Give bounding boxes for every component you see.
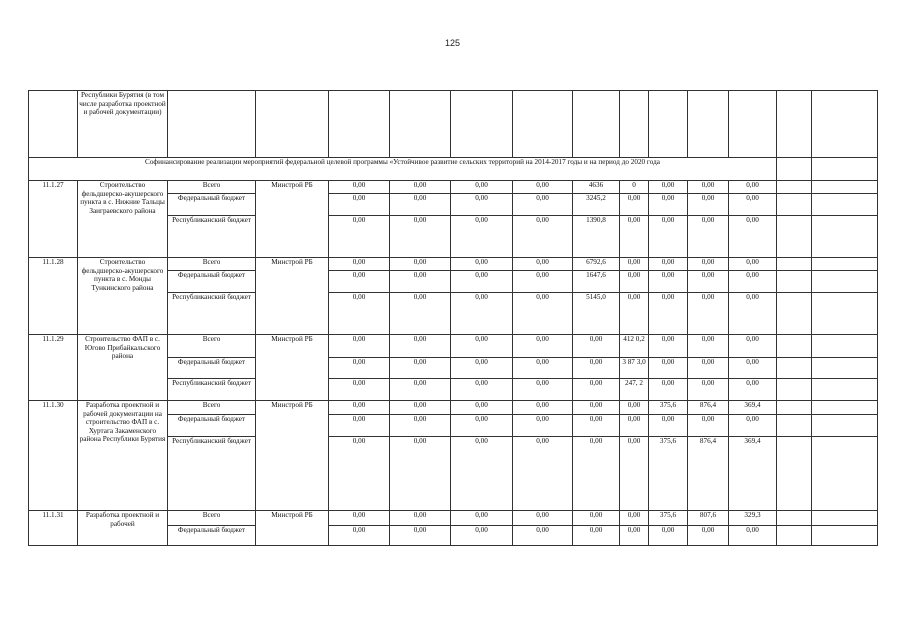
value-cell: 0,00 [688,335,729,358]
cell-value [451,91,513,158]
value-cell: 0,00 [513,415,573,437]
value-cell: 0,00 [451,401,513,415]
extra-cell [812,293,878,335]
value-cell: 0,00 [649,258,688,271]
value-cell: 876,4 [688,401,729,415]
value-cell: 412 0,2 [620,335,649,358]
value-cell: 0,00 [729,181,777,194]
value-cell: 0,00 [329,401,390,415]
value-cell: 0,00 [729,379,777,401]
value-cell: 0,00 [620,216,649,258]
value-cell: 0,00 [649,293,688,335]
value-cell: 0,00 [451,526,513,546]
executor: Минстрой РБ [256,511,329,546]
funding-source: Федеральный бюджет [168,415,256,437]
value-cell: 0,00 [620,258,649,271]
value-cell: 0,00 [729,526,777,546]
extra-cell [777,335,812,358]
cell-source [168,91,256,158]
value-cell: 0,00 [729,335,777,358]
extra-cell [812,437,878,511]
cell-value [513,91,573,158]
funding-source: Всего [168,401,256,415]
value-cell: 807,6 [688,511,729,526]
value-cell: 0,00 [513,194,573,216]
value-cell: 0,00 [688,271,729,293]
extra-cell [777,194,812,216]
extra-cell [777,401,812,415]
row-id: 11.1.28 [29,258,78,335]
value-cell: 0,00 [513,216,573,258]
value-cell: 0,00 [729,293,777,335]
value-cell: 0,00 [390,258,451,271]
value-cell: 0,00 [513,293,573,335]
row-name: Строительство фельдшерско-акушерского пункта в с. Нижние Тальцы Заиграевского района [78,181,168,258]
value-cell: 0,00 [573,526,620,546]
value-cell: 0,00 [649,335,688,358]
row-id: 11.1.30 [29,401,78,511]
value-cell: 0,00 [573,415,620,437]
funding-source: Всего [168,335,256,358]
value-cell: 0,00 [513,358,573,379]
funding-source: Республиканский бюджет [168,216,256,258]
value-cell: 0,00 [451,271,513,293]
table-row [29,181,878,194]
value-cell: 0,00 [688,358,729,379]
value-cell: 0,00 [390,194,451,216]
cell-value [729,91,777,158]
cell-value [649,91,688,158]
value-cell: 0,00 [649,194,688,216]
cell-extra [777,158,812,181]
value-cell: 0,00 [451,335,513,358]
value-cell: 0,00 [390,415,451,437]
value-cell: 0,00 [329,511,390,526]
value-cell: 0,00 [513,526,573,546]
funding-source: Всего [168,181,256,194]
value-cell: 0,00 [688,526,729,546]
value-cell: 0,00 [688,293,729,335]
value-cell: 0,00 [390,511,451,526]
value-cell: 375,6 [649,401,688,415]
value-cell: 0,00 [329,258,390,271]
value-cell: 0,00 [390,358,451,379]
table-row [29,335,878,358]
value-cell: 0,00 [329,271,390,293]
value-cell: 1390,8 [573,216,620,258]
extra-cell [777,526,812,546]
row-name: Разработка проектной и рабочей документации на строительство ФАП в с. Хуртага Закаменского района Республики Бурятия [78,401,168,511]
value-cell: 375,6 [649,437,688,511]
funding-source: Всего [168,258,256,271]
value-cell: 0,00 [451,194,513,216]
value-cell: 0,00 [649,358,688,379]
extra-cell [777,379,812,401]
value-cell: 0,00 [513,181,573,194]
value-cell: 0,00 [620,401,649,415]
value-cell: 0,00 [451,216,513,258]
value-cell: 0 [620,181,649,194]
value-cell: 0,00 [329,415,390,437]
value-cell: 0,00 [390,401,451,415]
value-cell: 0,00 [329,335,390,358]
value-cell: 0,00 [688,194,729,216]
value-cell: 247, 2 [620,379,649,401]
value-cell: 0,00 [649,216,688,258]
value-cell: 0,00 [573,335,620,358]
continuation-row [29,91,878,158]
section-title: Софинансирование реализации мероприятий федеральной целевой программы «Устойчивое развитие сельских территорий на 2014-2017 годы и на период до 2020 года [29,158,777,181]
value-cell: 0,00 [573,358,620,379]
table-row [29,258,878,271]
extra-cell [777,511,812,526]
value-cell: 0,00 [649,526,688,546]
value-cell: 5145,0 [573,293,620,335]
executor: Минстрой РБ [256,335,329,401]
value-cell: 375,6 [649,511,688,526]
value-cell: 0,00 [620,271,649,293]
cell-id [29,91,78,158]
value-cell: 0,00 [573,401,620,415]
value-cell: 0,00 [329,194,390,216]
value-cell: 0,00 [390,293,451,335]
value-cell: 0,00 [390,271,451,293]
cell-extra [812,91,878,158]
extra-cell [812,511,878,526]
cell-executor [256,91,329,158]
extra-cell [812,335,878,358]
value-cell: 0,00 [620,293,649,335]
value-cell: 0,00 [649,379,688,401]
value-cell: 0,00 [729,358,777,379]
value-cell: 0,00 [329,181,390,194]
table-row [29,401,878,415]
executor: Минстрой РБ [256,401,329,511]
row-id: 11.1.29 [29,335,78,401]
value-cell: 0,00 [390,379,451,401]
value-cell: 0,00 [390,335,451,358]
value-cell: 0,00 [688,379,729,401]
value-cell: 0,00 [649,415,688,437]
value-cell: 0,00 [513,401,573,415]
value-cell: 0,00 [390,437,451,511]
value-cell: 0,00 [573,379,620,401]
value-cell: 0,00 [329,293,390,335]
value-cell: 0,00 [729,415,777,437]
extra-cell [812,358,878,379]
value-cell: 0,00 [329,437,390,511]
value-cell: 1647,6 [573,271,620,293]
funding-source: Федеральный бюджет [168,271,256,293]
value-cell: 0,00 [573,511,620,526]
cell-extra [777,91,812,158]
value-cell: 0,00 [329,358,390,379]
extra-cell [777,415,812,437]
cell-extra [812,158,878,181]
value-cell: 0,00 [620,415,649,437]
value-cell: 329,3 [729,511,777,526]
value-cell: 0,00 [620,511,649,526]
value-cell: 0,00 [649,181,688,194]
extra-cell [812,526,878,546]
extra-cell [777,181,812,194]
value-cell: 369,4 [729,401,777,415]
extra-cell [777,271,812,293]
cell-value [329,91,390,158]
value-cell: 0,00 [620,194,649,216]
funding-source: Республиканский бюджет [168,437,256,511]
funding-source: Всего [168,511,256,526]
cell-value [620,91,649,158]
row-id: 11.1.27 [29,181,78,258]
value-cell: 0,00 [688,258,729,271]
value-cell: 0,00 [688,181,729,194]
value-cell: 0,00 [620,437,649,511]
value-cell: 0,00 [688,216,729,258]
cell-value [390,91,451,158]
value-cell: 0,00 [329,379,390,401]
value-cell: 3245,2 [573,194,620,216]
funding-source: Федеральный бюджет [168,526,256,546]
extra-cell [777,358,812,379]
value-cell: 0,00 [649,271,688,293]
extra-cell [812,401,878,415]
funding-source: Федеральный бюджет [168,358,256,379]
value-cell: 3 87 3,0 [620,358,649,379]
value-cell: 0,00 [451,358,513,379]
section-title-row [29,158,878,181]
value-cell: 0,00 [729,258,777,271]
value-cell: 369,4 [729,437,777,511]
value-cell: 0,00 [451,181,513,194]
value-cell: 0,00 [513,271,573,293]
extra-cell [812,181,878,194]
value-cell: 0,00 [729,194,777,216]
value-cell: 6792,6 [573,258,620,271]
row-name: Разработка проектной и рабочей [78,511,168,546]
value-cell: 0,00 [451,437,513,511]
funding-source: Республиканский бюджет [168,293,256,335]
value-cell: 0,00 [451,379,513,401]
value-cell: 0,00 [513,379,573,401]
value-cell: 4636 [573,181,620,194]
executor: Минстрой РБ [256,258,329,335]
value-cell: 0,00 [620,526,649,546]
value-cell: 0,00 [573,437,620,511]
value-cell: 0,00 [513,437,573,511]
page-number: 125 [444,38,461,48]
value-cell: 0,00 [390,181,451,194]
value-cell: 0,00 [451,415,513,437]
program-table [28,90,878,546]
value-cell: 0,00 [451,258,513,271]
cell-value [573,91,620,158]
value-cell: 0,00 [513,511,573,526]
value-cell: 0,00 [513,335,573,358]
extra-cell [812,258,878,271]
value-cell: 0,00 [329,526,390,546]
value-cell: 0,00 [729,271,777,293]
cell-value [688,91,729,158]
extra-cell [777,258,812,271]
extra-cell [812,194,878,216]
value-cell: 876,4 [688,437,729,511]
value-cell: 0,00 [688,415,729,437]
table-row [29,511,878,526]
row-name: Строительство ФАП в с. Югово Прибайкальского района [78,335,168,401]
extra-cell [777,437,812,511]
value-cell: 0,00 [729,216,777,258]
funding-source: Федеральный бюджет [168,194,256,216]
extra-cell [812,271,878,293]
extra-cell [812,216,878,258]
row-name: Строительство фельдшерско-акушерского пункта в с. Монды Тункинского района [78,258,168,335]
value-cell: 0,00 [390,216,451,258]
row-id: 11.1.31 [29,511,78,546]
funding-source: Республиканский бюджет [168,379,256,401]
extra-cell [777,293,812,335]
extra-cell [812,379,878,401]
executor: Минстрой РБ [256,181,329,258]
value-cell: 0,00 [451,511,513,526]
value-cell: 0,00 [451,293,513,335]
extra-cell [812,415,878,437]
cell-name: Республики Бурятия (в том числе разработка проектной и рабочей документации) [78,91,168,158]
value-cell: 0,00 [329,216,390,258]
value-cell: 0,00 [513,258,573,271]
extra-cell [777,216,812,258]
value-cell: 0,00 [390,526,451,546]
